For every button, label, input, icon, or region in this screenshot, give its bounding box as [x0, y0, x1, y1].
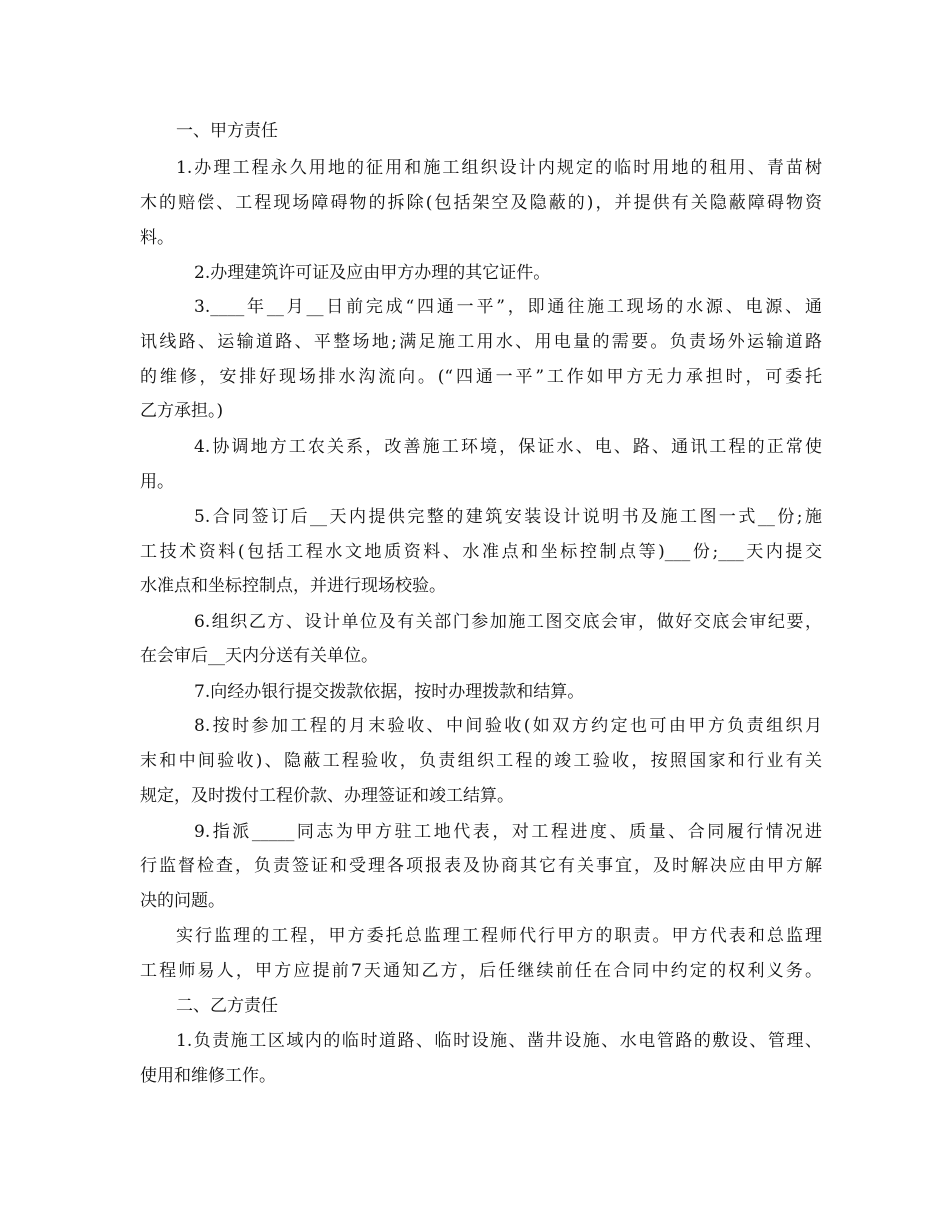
- paragraph-line: 4.协调地方工农关系，改善施工环境，保证水、电、路、通讯工程的正常使: [194, 437, 822, 457]
- paragraph-line: 工程师易人，甲方应提前7天通知乙方，后任继续前任在合同中约定的权利义务。: [140, 961, 822, 981]
- paragraph-line: 行监督检查，负责签证和受理各项报表及协商其它有关事宜，及时解决应由甲方解: [140, 856, 822, 876]
- section-heading-party-a: 一、甲方责任: [176, 121, 278, 141]
- paragraph-line: 5.合同签订后__天内提供完整的建筑安装设计说明书及施工图一式__份;施: [194, 507, 822, 527]
- paragraph-line: 工技术资料(包括工程水文地质资料、水准点和坐标控制点等)___份;___天内提交: [140, 542, 822, 562]
- paragraph-line: 2.办理建筑许可证及应由甲方办理的其它证件。: [194, 263, 551, 283]
- paragraph-line: 在会审后__天内分送有关单位。: [140, 646, 378, 666]
- paragraph-line: 实行监理的工程，甲方委托总监理工程师代行甲方的职责。甲方代表和总监理: [176, 926, 822, 946]
- paragraph-line: 讯线路、运输道路、平整场地;满足施工用水、用电量的需要。负责场外运输道路: [140, 332, 822, 352]
- paragraph-line: 8.按时参加工程的月末验收、中间验收(如双方约定也可由甲方负责组织月: [194, 716, 822, 736]
- paragraph-line: 3.____年__月__日前完成“四通一平”，即通往施工现场的水源、电源、通: [194, 297, 822, 317]
- paragraph-line: 9.指派_____同志为甲方驻工地代表，对工程进度、质量、合同履行情况进: [194, 822, 822, 842]
- paragraph-line: 6.组织乙方、设计单位及有关部门参加施工图交底会审，做好交底会审纪要，: [194, 612, 822, 632]
- paragraph-line: 水准点和坐标控制点，并进行现场校验。: [140, 576, 446, 596]
- paragraph-line: 7.向经办银行提交拨款依据，按时办理拨款和结算。: [194, 682, 585, 702]
- paragraph-line: 决的问题。: [140, 891, 225, 911]
- paragraph-line: 使用和维修工作。: [140, 1066, 276, 1086]
- paragraph-line: 用。: [140, 472, 174, 492]
- paragraph-line: 木的赔偿、工程现场障碍物的拆除(包括架空及隐蔽的)，并提供有关隐蔽障碍物资: [140, 193, 822, 213]
- paragraph-line: 料。: [140, 228, 174, 248]
- paragraph-line: 的维修，安排好现场排水沟流向。(“四通一平”工作如甲方无力承担时，可委托: [140, 367, 822, 387]
- paragraph-line: 乙方承担。): [140, 401, 224, 421]
- paragraph-line: 末和中间验收)、隐蔽工程验收，负责组织工程的竣工验收，按照国家和行业有关: [140, 751, 822, 771]
- section-heading-party-b: 二、乙方责任: [176, 996, 278, 1016]
- paragraph-line: 1.办理工程永久用地的征用和施工组织设计内规定的临时用地的租用、青苗树: [176, 158, 822, 178]
- paragraph-line: 1.负责施工区域内的临时道路、临时设施、凿井设施、水电管路的敷设、管理、: [176, 1031, 822, 1051]
- paragraph-line: 规定，及时拨付工程价款、办理签证和竣工结算。: [140, 786, 514, 806]
